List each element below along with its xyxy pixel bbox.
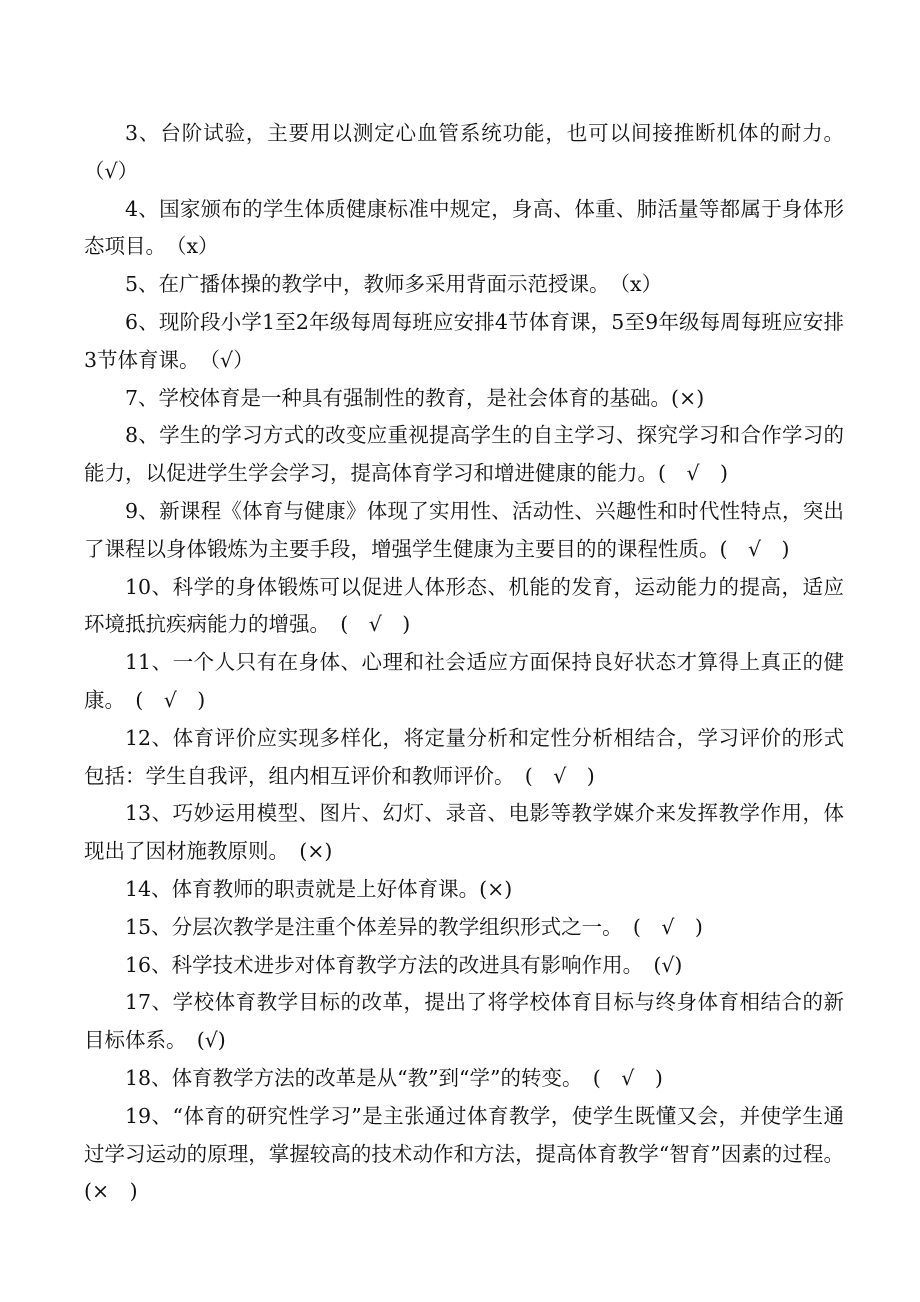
question-18: 18、体育教学方法的改革是从“教”到“学”的转变。 ( √ ) bbox=[125, 1065, 663, 1090]
question-11: 11、一个人只有在身体、心理和社会适应方面保持良好状态才算得上真正的健康。 ( √ ) bbox=[84, 650, 844, 712]
question-4: 4、国家颁布的学生体质健康标准中规定，身高、体重、肺活量等都属于身体形态项目。 （x） bbox=[84, 196, 844, 259]
question-19: 19、“体育的研究性学习”是主张通过体育教学，使学生既懂又会，并使学生通过学习运动的原理，掌握较高的技术动作和方法，提高体育教学“智育”因素的过程。(× ) bbox=[84, 1103, 844, 1204]
question-5: 5、在广播体操的教学中，教师多采用背面示范授课。 （x） bbox=[125, 272, 663, 297]
question-12: 12、体育评价应实现多样化，将定量分析和定性分析相结合，学习评价的形式包括：学生自我评，组内相互评价和教师评价。 ( √ ) bbox=[84, 725, 844, 788]
question-16: 16、科学技术进步对体育教学方法的改进具有影响作用。 (√) bbox=[125, 952, 683, 977]
question-13: 13、巧妙运用模型、图片、幻灯、录音、电影等教学媒介来发挥教学作用，体现出了因材施教原则。 (×) bbox=[84, 801, 844, 864]
question-8: 8、学生的学习方式的改变应重视提高学生的自主学习、探究学习和合作学习的能力，以促进学生学会学习，提高体育学习和增进健康的能力。( √ ) bbox=[84, 423, 844, 486]
question-15: 15、分层次教学是注重个体差异的教学组织形式之一。 ( √ ) bbox=[125, 914, 703, 939]
question-14: 14、体育教师的职责就是上好体育课。(×) bbox=[125, 876, 513, 901]
document-page bbox=[84, 115, 844, 1211]
question-9: 9、新课程《体育与健康》体现了实用性、活动性、兴趣性和时代性特点，突出了课程以身体锻炼为主要手段，增强学生健康为主要目的的课程性质。( √ ) bbox=[84, 498, 844, 561]
question-3: 3、台阶试验，主要用以测定心血管系统功能，也可以间接推断机体的耐力。（√） bbox=[84, 121, 844, 183]
question-10: 10、科学的身体锻炼可以促进人体形态、机能的发育，运动能力的提高，适应环境抵抗疾病能力的增强。 ( √ ) bbox=[84, 574, 844, 637]
question-6: 6、现阶段小学1至2年级每周每班应安排4节体育课，5至9年级每周每班应安排3节体育课。 （√） bbox=[84, 309, 844, 372]
question-7: 7、学校体育是一种具有强制性的教育，是社会体育的基础。(×) bbox=[125, 385, 705, 410]
question-17: 17、学校体育教学目标的改革，提出了将学校体育目标与终身体育相结合的新目标体系。 (√) bbox=[84, 990, 844, 1053]
